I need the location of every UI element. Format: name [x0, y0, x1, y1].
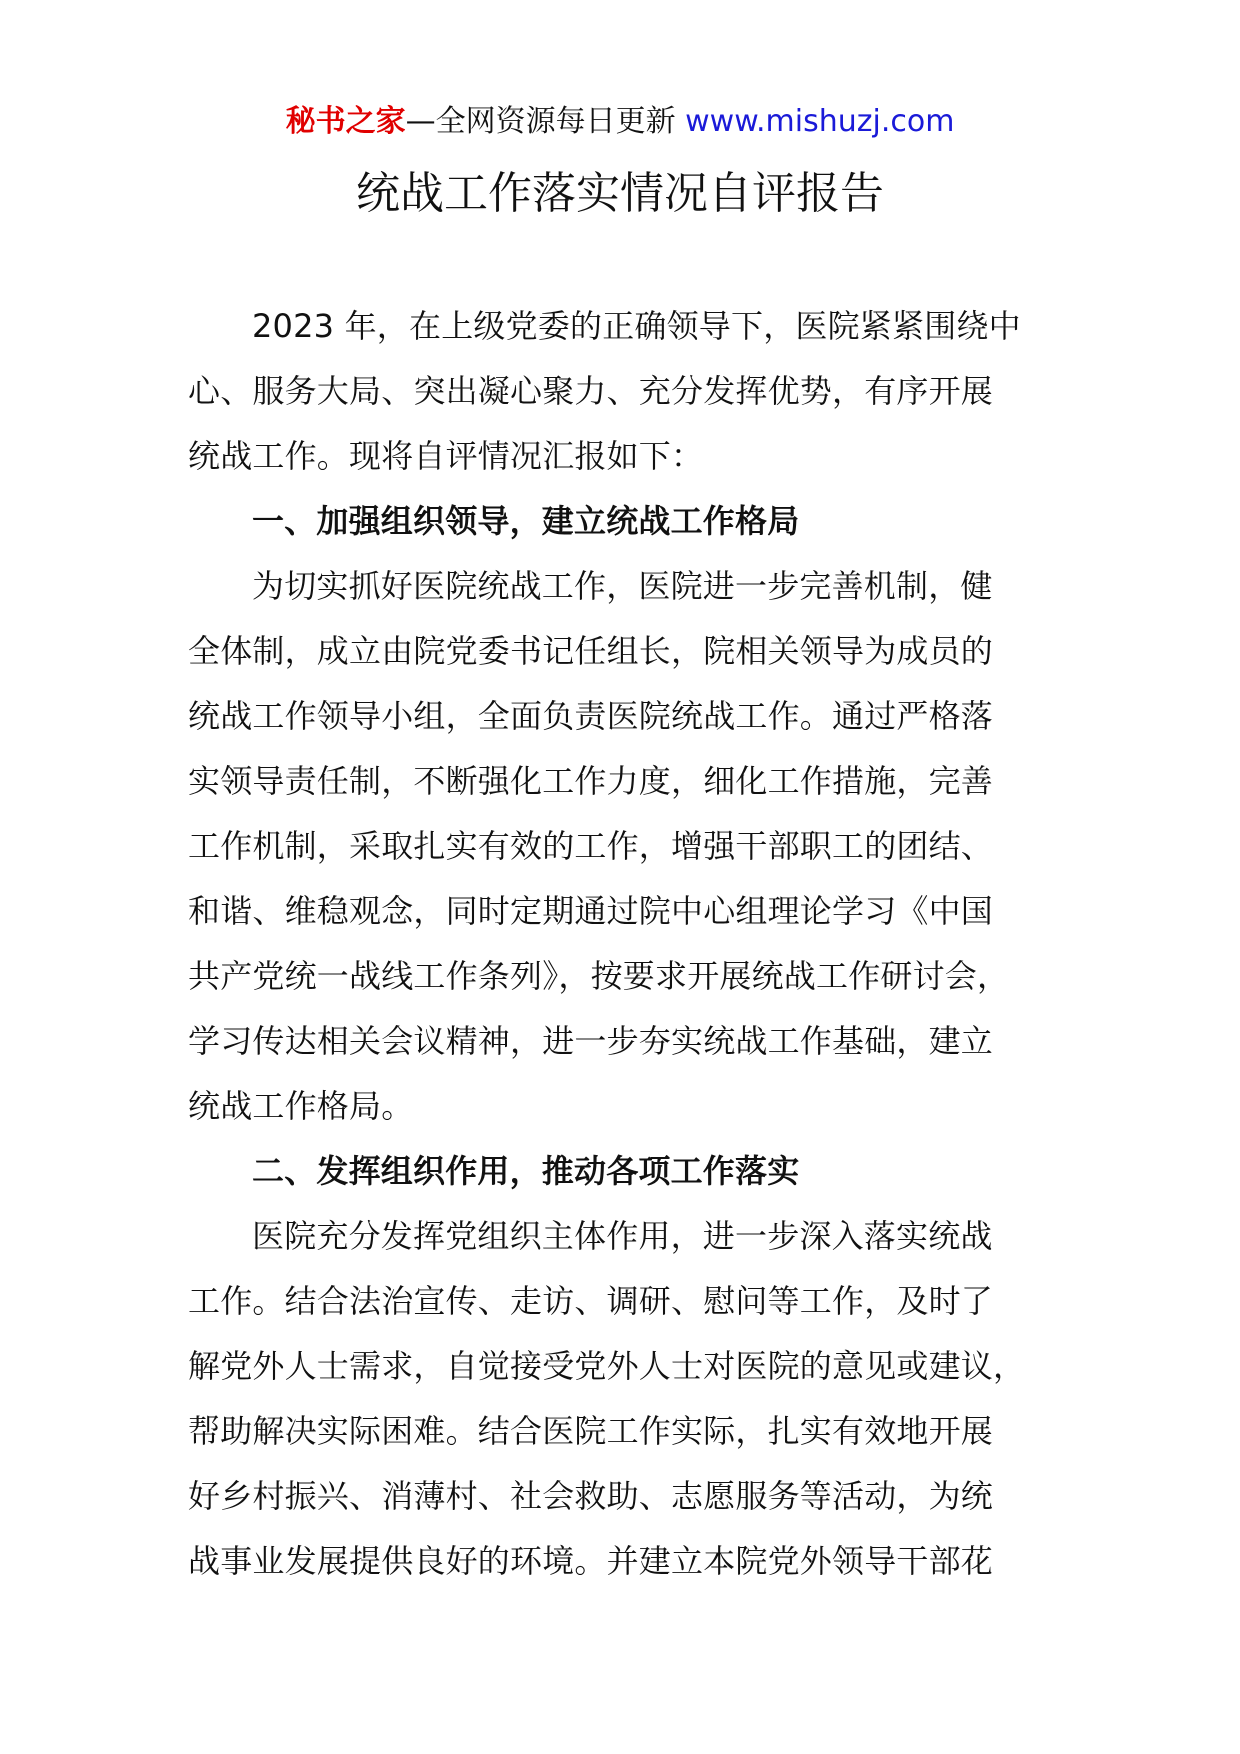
- paragraph-line: 实领导责任制，不断强化工作力度，细化工作措施，完善: [188, 762, 994, 800]
- paragraph-line: 统战工作格局。: [188, 1087, 414, 1125]
- document-title: 统战工作落实情况自评报告: [356, 168, 884, 219]
- paragraph-line: 好乡村振兴、消薄村、社会救助、志愿服务等活动，为统: [188, 1477, 994, 1515]
- paragraph-line: 医院充分发挥党组织主体作用，进一步深入落实统战: [252, 1217, 993, 1255]
- paragraph-line: 学习传达相关会议精神，进一步夯实统战工作基础，建立: [188, 1022, 994, 1060]
- section-heading: 二、发挥组织作用，推动各项工作落实: [252, 1152, 800, 1190]
- document-body: [188, 294, 1058, 1594]
- header-tagline: —全网资源每日更新: [405, 104, 676, 139]
- paragraph-line: 帮助解决实际困难。结合医院工作实际，扎实有效地开展: [188, 1412, 994, 1450]
- paragraph-line: 2023 年，在上级党委的正确领导下，医院紧紧围绕中: [252, 307, 1021, 345]
- paragraph-line: 全体制，成立由院党委书记任组长，院相关领导为成员的: [188, 632, 994, 670]
- paragraph-line: 工作机制，采取扎实有效的工作，增强干部职工的团结、: [188, 827, 994, 865]
- paragraph-line: 解党外人士需求，自觉接受党外人士对医院的意见或建议，: [188, 1347, 1026, 1385]
- paragraph-line: 为切实抓好医院统战工作，医院进一步完善机制，健: [252, 567, 993, 605]
- site-header: [0, 100, 1240, 144]
- paragraph-line: 统战工作领导小组，全面负责医院统战工作。通过严格落: [188, 697, 994, 735]
- paragraph-line: 心、服务大局、突出凝心聚力、充分发挥优势，有序开展: [188, 372, 994, 410]
- paragraph-line: 共产党统一战线工作条列》，按要求开展统战工作研讨会，: [188, 957, 1010, 995]
- section-heading: 一、加强组织领导，建立统战工作格局: [252, 502, 800, 540]
- paragraph-line: 和谐、维稳观念，同时定期通过院中心组理论学习《中国: [188, 892, 994, 930]
- brand-name: 秘书之家: [285, 104, 406, 139]
- paragraph-line: 统战工作。现将自评情况汇报如下：: [188, 437, 704, 475]
- paragraph-line: 工作。结合法治宣传、走访、调研、慰问等工作，及时了: [188, 1282, 994, 1320]
- paragraph-line: 战事业发展提供良好的环境。并建立本院党外领导干部花: [188, 1542, 994, 1580]
- site-url-link[interactable]: www.mishuzj.com: [685, 104, 955, 139]
